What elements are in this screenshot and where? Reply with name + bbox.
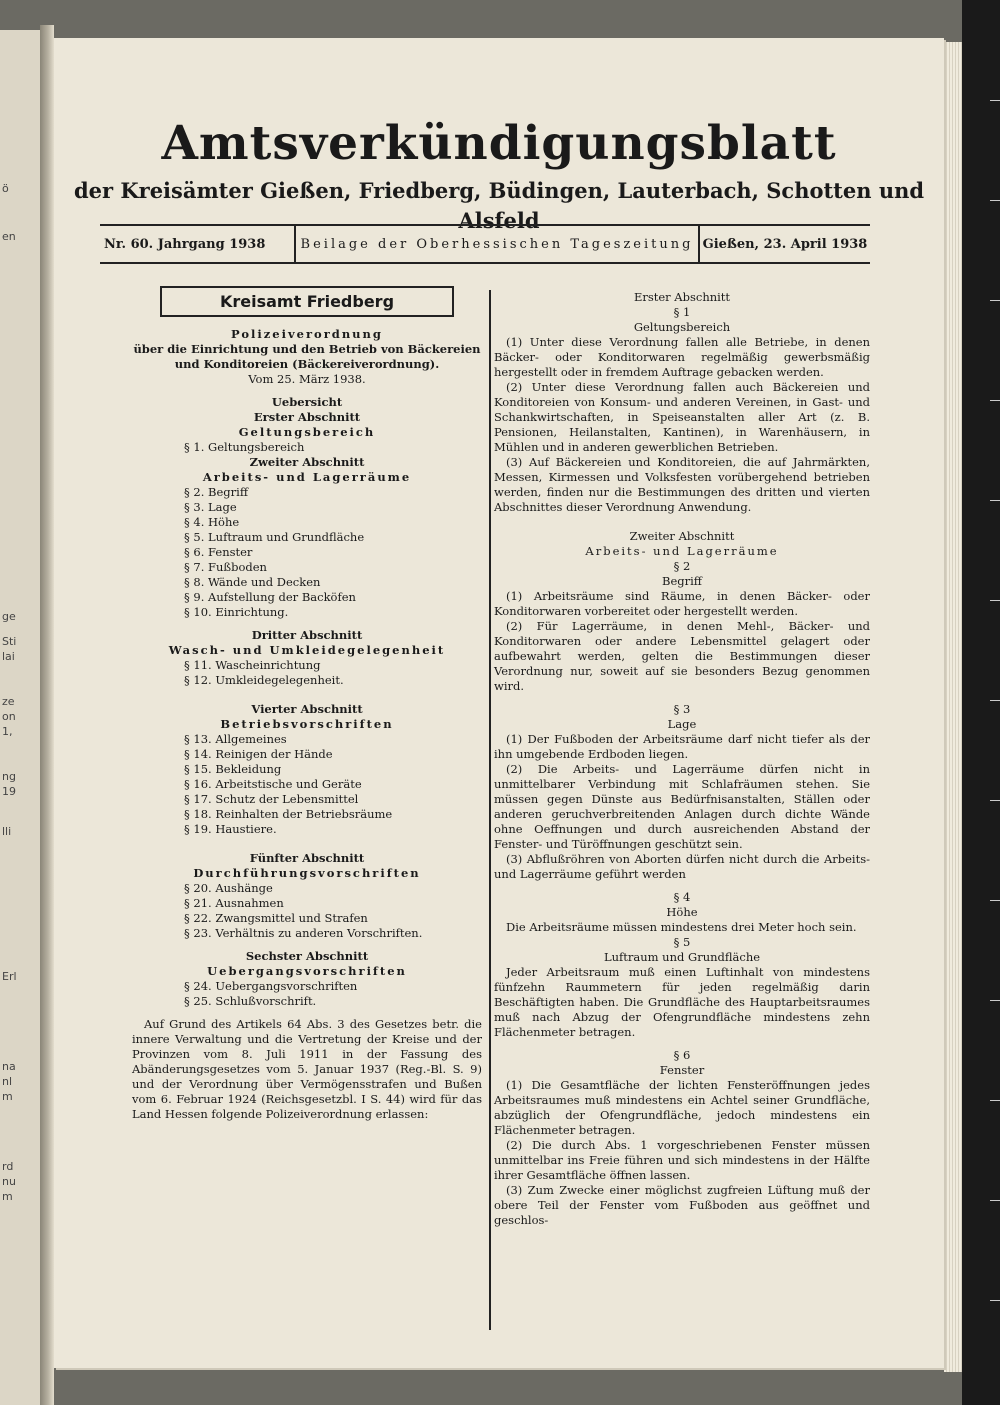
section-title: Arbeits- und Lagerräume (202, 470, 412, 484)
toc-item: § 20. Aushänge (184, 881, 273, 895)
paragraph-number: § 5 (673, 935, 691, 949)
section-heading: Erster Abschnitt (253, 410, 361, 424)
preamble-paragraph: Auf Grund des Artikels 64 Abs. 3 des Gesetzes betr. die innere Verwaltung und die Vertretung der Kreise und der Provinzen vom 8. Juli 1911 in der Fassung des Abänderungsgesetzes vom 5. Januar 1937 (Reg.-Bl. S. 9) und der Verordnung über Vermögensstrafen und Bußen vom 6. Februar 1924 (Reichsgesetzbl. I S. 44) wird für das Land Hessen folgende Polizeiverordnung erlassen: (132, 1017, 482, 1121)
section-heading: Erster Abschnitt (633, 290, 731, 304)
section-title: Betriebsvorschriften (220, 717, 394, 731)
facing-page-fragment: on (2, 710, 16, 723)
body-paragraph: (2) Die durch Abs. 1 vorgeschriebenen Fenster müssen unmittelbar ins Freie führen und sich mindestens in der Hälfte ihrer Gesamtfläche öffnen lassen. (494, 1138, 870, 1182)
section-heading: Sechster Abschnitt (245, 949, 369, 963)
toc-item: § 16. Arbeitstische und Geräte (184, 777, 362, 791)
body-paragraph: (2) Unter diese Verordnung fallen auch Bäckereien und Konditoreien von Konsum- und anderen Vereinen, in Gast- und Schankwirtschaften, in Speiseanstalten aller Art (z. B. Pensionen, Heilanstalten, Kantinen), in Warenhäusern, in Mühlen und in anderen gewerblichen Betrieben. (494, 380, 870, 454)
toc-item: § 24. Uebergangsvorschriften (184, 979, 358, 993)
toc-item: § 5. Luftraum und Grundfläche (184, 530, 365, 544)
section-title: Durchführungsvorschriften (193, 866, 421, 880)
facing-page-fragment: ze (2, 695, 15, 708)
ordinance-title: Polizeiverordnung (231, 327, 383, 341)
paragraph-title: Lage (667, 717, 697, 731)
toc-item: § 13. Allgemeines (184, 732, 287, 746)
facing-page-fragment: m (2, 1190, 13, 1203)
section-title: Uebergangsvorschriften (207, 964, 407, 978)
body-paragraph: Die Arbeitsräume müssen mindestens drei Meter hoch sein. (506, 920, 857, 934)
facing-page (0, 30, 42, 1405)
facing-page-fragment: na (2, 1060, 16, 1073)
facing-page-fragment: rd (2, 1160, 14, 1173)
right-column (494, 290, 870, 1228)
toc-list (132, 979, 482, 1009)
facing-page-fragment: en (2, 230, 16, 243)
toc-list (132, 732, 482, 837)
scan-ruler (962, 0, 1000, 1405)
newspaper-subtitle: der Kreisämter Gießen, Friedberg, Büdingen, Lauterbach, Schotten und Alsfeld (73, 178, 925, 233)
left-column (132, 286, 482, 1122)
paragraph-number: § 4 (673, 890, 691, 904)
toc-item: § 17. Schutz der Lebensmittel (184, 792, 359, 806)
body-paragraph: (3) Auf Bäckereien und Konditoreien, die auf Jahrmärkten, Messen, Kirmessen und Volksfesten vorübergehend betrieben werden, finden nur die Bestimmungen des dritten und vierten Abschnittes dieser Verordnung Anwendung. (494, 455, 870, 514)
section-title: Geltungsbereich (238, 425, 376, 439)
toc-item: § 7. Fußboden (184, 560, 267, 574)
paragraph-number: § 3 (673, 702, 691, 716)
toc-item: § 1. Geltungsbereich (184, 440, 305, 454)
body-paragraph: (1) Der Fußboden der Arbeitsräume darf nicht tiefer als der ihn umgebende Erdboden liegen. (494, 732, 870, 761)
paragraph-number: § 1 (673, 305, 691, 319)
toc-item: § 21. Ausnahmen (184, 896, 284, 910)
newspaper-page (54, 38, 944, 1368)
ordinance-about: über die Einrichtung und den Betrieb von Bäckereien und Konditoreien (Bäckereiverordnung). (133, 342, 481, 371)
toc-list (132, 485, 482, 620)
paragraph-title: Geltungsbereich (633, 320, 731, 334)
facing-page-fragment: ge (2, 610, 16, 623)
section-title: Arbeits- und Lagerräume (585, 544, 779, 558)
paragraph-number: § 2 (673, 559, 691, 573)
facing-page-fragment: ö (2, 182, 9, 195)
toc-list (132, 881, 482, 941)
facing-page-fragment: nu (2, 1175, 16, 1188)
toc-list (132, 658, 482, 688)
toc-item: § 11. Wascheinrichtung (184, 658, 321, 672)
body-paragraph: Jeder Arbeitsraum muß einen Luftinhalt von mindestens fünfzehn Raummetern für jeden regelmäßig darin Beschäftigten haben. Die Grundfläche des Hauptarbeitsraumes muß nach Abzug der Ofengrundfläche mindestens zehn Flächenmeter betragen. (494, 965, 870, 1039)
toc-item: § 12. Umkleidegelegenheit. (184, 673, 344, 687)
page-stack-edge (944, 42, 962, 1372)
section-heading: Fünfter Abschnitt (249, 851, 365, 865)
paragraph-title: Höhe (666, 905, 698, 919)
toc-item: § 25. Schlußvorschrift. (184, 994, 317, 1008)
facing-page-fragment: lai (2, 650, 15, 663)
overview-heading: Uebersicht (271, 395, 343, 409)
toc-item: § 4. Höhe (184, 515, 240, 529)
paragraph-number: § 6 (673, 1048, 691, 1062)
toc-item: § 19. Haustiere. (184, 822, 277, 836)
place-date: Gießen, 23. April 1938 (702, 236, 868, 252)
toc-item: § 8. Wände und Decken (184, 575, 321, 589)
ordinance-date: Vom 25. März 1938. (248, 372, 366, 386)
issue-number: Nr. 60. Jahrgang 1938 (100, 226, 296, 262)
facing-page-fragment: lli (2, 825, 12, 838)
toc-item: § 15. Bekleidung (184, 762, 282, 776)
newspaper-title: Amtsverkündigungsblatt (161, 116, 837, 171)
toc-item: § 14. Reinigen der Hände (184, 747, 333, 761)
paragraph-title: Luftraum und Grundfläche (603, 950, 761, 964)
body-paragraph: (1) Unter diese Verordnung fallen alle Betriebe, in denen Bäcker- oder Konditorwaren regelmäßig gewerbsmäßig hergestellt oder in fremdem Auftrage gebacken werden. (494, 335, 870, 379)
body-paragraph: (2) Für Lagerräume, in denen Mehl-, Bäcker- und Konditorwaren oder andere Lebensmittel gelagert oder aufbewahrt werden, gelten die Bestimmungen dieser Verordnung nur, soweit auf sie besonders Bezug genommen wird. (494, 619, 870, 693)
section-title: Wasch- und Umkleidegelegenheit (168, 643, 446, 657)
book-binding (40, 25, 54, 1405)
section-heading: Zweiter Abschnitt (249, 455, 365, 469)
facing-page-fragment: nl (2, 1075, 13, 1088)
toc-item: § 9. Aufstellung der Backöfen (184, 590, 356, 604)
body-paragraph: (1) Arbeitsräume sind Räume, in denen Bäcker- oder Konditorwaren vorbereitet oder hergestellt werden. (494, 589, 870, 618)
body-paragraph: (2) Die Arbeits- und Lagerräume dürfen nicht in unmittelbarer Verbindung mit Schlafräumen stehen. Sie müssen gegen Dünste aus Bedürfnisanstalten, Ställen oder anderen geruchverbreitenden Anlagen durch dichte Wände ohne Oeffnungen und durch ausreichenden Abstand der Fenster- und Türöffnungen geschützt sein. (494, 762, 870, 851)
toc-item: § 18. Reinhalten der Betriebsräume (184, 807, 393, 821)
toc-item: § 3. Lage (184, 500, 237, 514)
masthead (54, 116, 944, 236)
body-paragraph: (1) Die Gesamtfläche der lichten Fensteröffnungen jedes Arbeitsraumes muß mindestens ein Achtel seiner Grundfläche, abzüglich der Ofengrundfläche, jedoch mindestens ein Flächenmeter betragen. (494, 1078, 870, 1137)
facing-page-fragment: Sti (2, 635, 17, 648)
column-divider (489, 290, 491, 1330)
facing-page-fragment: Erl (2, 970, 17, 983)
body-paragraph: (3) Abflußröhren von Aborten dürfen nicht durch die Arbeits- und Lagerräume geführt werden (494, 852, 870, 881)
paragraph-title: Begriff (662, 574, 702, 588)
body-paragraph: (3) Zum Zwecke einer möglichst zugfreien Lüftung muß der obere Teil der Fenster vom Fußboden aus geöffnet und geschlos- (494, 1183, 870, 1227)
toc-list (132, 440, 482, 455)
toc-item: § 2. Begriff (184, 485, 248, 499)
section-heading: Vierter Abschnitt (251, 702, 363, 716)
toc-item: § 22. Zwangsmittel und Strafen (184, 911, 368, 925)
facing-page-fragment: 1, (2, 725, 13, 738)
facing-page-fragment: m (2, 1090, 13, 1103)
section-heading: Zweiter Abschnitt (629, 529, 735, 543)
toc-item: § 23. Verhältnis zu anderen Vorschriften. (184, 926, 423, 940)
section-heading: Dritter Abschnitt (251, 628, 363, 642)
toc-item: § 10. Einrichtung. (184, 605, 289, 619)
paragraph-title: Fenster (659, 1063, 705, 1077)
facing-page-fragment: ng (2, 770, 16, 783)
toc-item: § 6. Fenster (184, 545, 253, 559)
section-box-title: Kreisamt Friedberg (160, 286, 454, 317)
issue-info-bar (100, 224, 870, 264)
supplement-note: Beilage der Oberhessischen Tageszeitung (296, 226, 700, 262)
facing-page-fragment: 19 (2, 785, 16, 798)
